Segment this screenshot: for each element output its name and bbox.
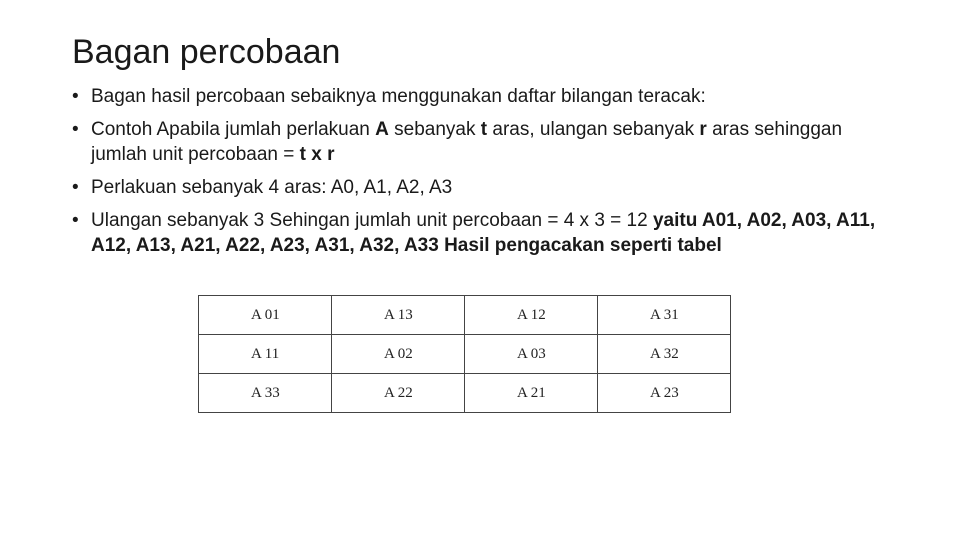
bullet-dot-icon: • xyxy=(72,210,79,231)
bullet-list xyxy=(72,84,892,266)
bold-text-run: t xyxy=(480,119,488,140)
text-run: Bagan hasil percobaan sebaiknya menggunakan daftar bilangan teracak: xyxy=(91,86,706,107)
table-cell: A 31 xyxy=(598,296,731,335)
bullet-dot-icon: • xyxy=(72,86,79,107)
bold-text-run: t x r xyxy=(299,144,335,165)
bold-text-run: yaitu A01, A02, A03, A11, A12, A13, A21, A22, A23, A31, A32, A33 Hasil pengacakan seperti tabel xyxy=(91,210,876,256)
table-cell: A 13 xyxy=(332,296,465,335)
bullet-item xyxy=(72,175,892,200)
randomization-table xyxy=(198,295,731,413)
table-row xyxy=(199,374,731,413)
table-cell: A 03 xyxy=(465,335,598,374)
bullet-dot-icon: • xyxy=(72,119,79,140)
table-cell: A 21 xyxy=(465,374,598,413)
text-run: Ulangan sebanyak 3 Sehingan jumlah unit percobaan = 4 x 3 = 12 xyxy=(91,210,653,231)
table-cell: A 33 xyxy=(199,374,332,413)
table-cell: A 23 xyxy=(598,374,731,413)
text-run: aras sehinggan jumlah unit percobaan = xyxy=(91,119,843,165)
text-run: aras, ulangan sebanyak xyxy=(487,119,700,140)
bullet-dot-icon: • xyxy=(72,177,79,198)
table-cell: A 22 xyxy=(332,374,465,413)
bold-text-run: A xyxy=(375,119,389,140)
bullet-text xyxy=(91,177,452,198)
bullet-item xyxy=(72,84,892,109)
table-cell: A 12 xyxy=(465,296,598,335)
bullet-text xyxy=(91,210,875,256)
text-run: sebanyak xyxy=(388,119,481,140)
table-cell: A 32 xyxy=(598,335,731,374)
table-cell: A 01 xyxy=(199,296,332,335)
bullet-item xyxy=(72,208,892,258)
table-row xyxy=(199,296,731,335)
bullet-text xyxy=(91,86,706,107)
bullet-text xyxy=(91,119,842,165)
table-row xyxy=(199,335,731,374)
table-cell: A 02 xyxy=(332,335,465,374)
bullet-item xyxy=(72,117,892,167)
slide-title: Bagan percobaan xyxy=(72,33,341,71)
text-run: Contoh Apabila jumlah perlakuan xyxy=(91,119,376,140)
bold-text-run: r xyxy=(699,119,707,140)
text-run: Perlakuan sebanyak 4 aras: A0, A1, A2, A3 xyxy=(91,177,453,198)
table-cell: A 11 xyxy=(199,335,332,374)
